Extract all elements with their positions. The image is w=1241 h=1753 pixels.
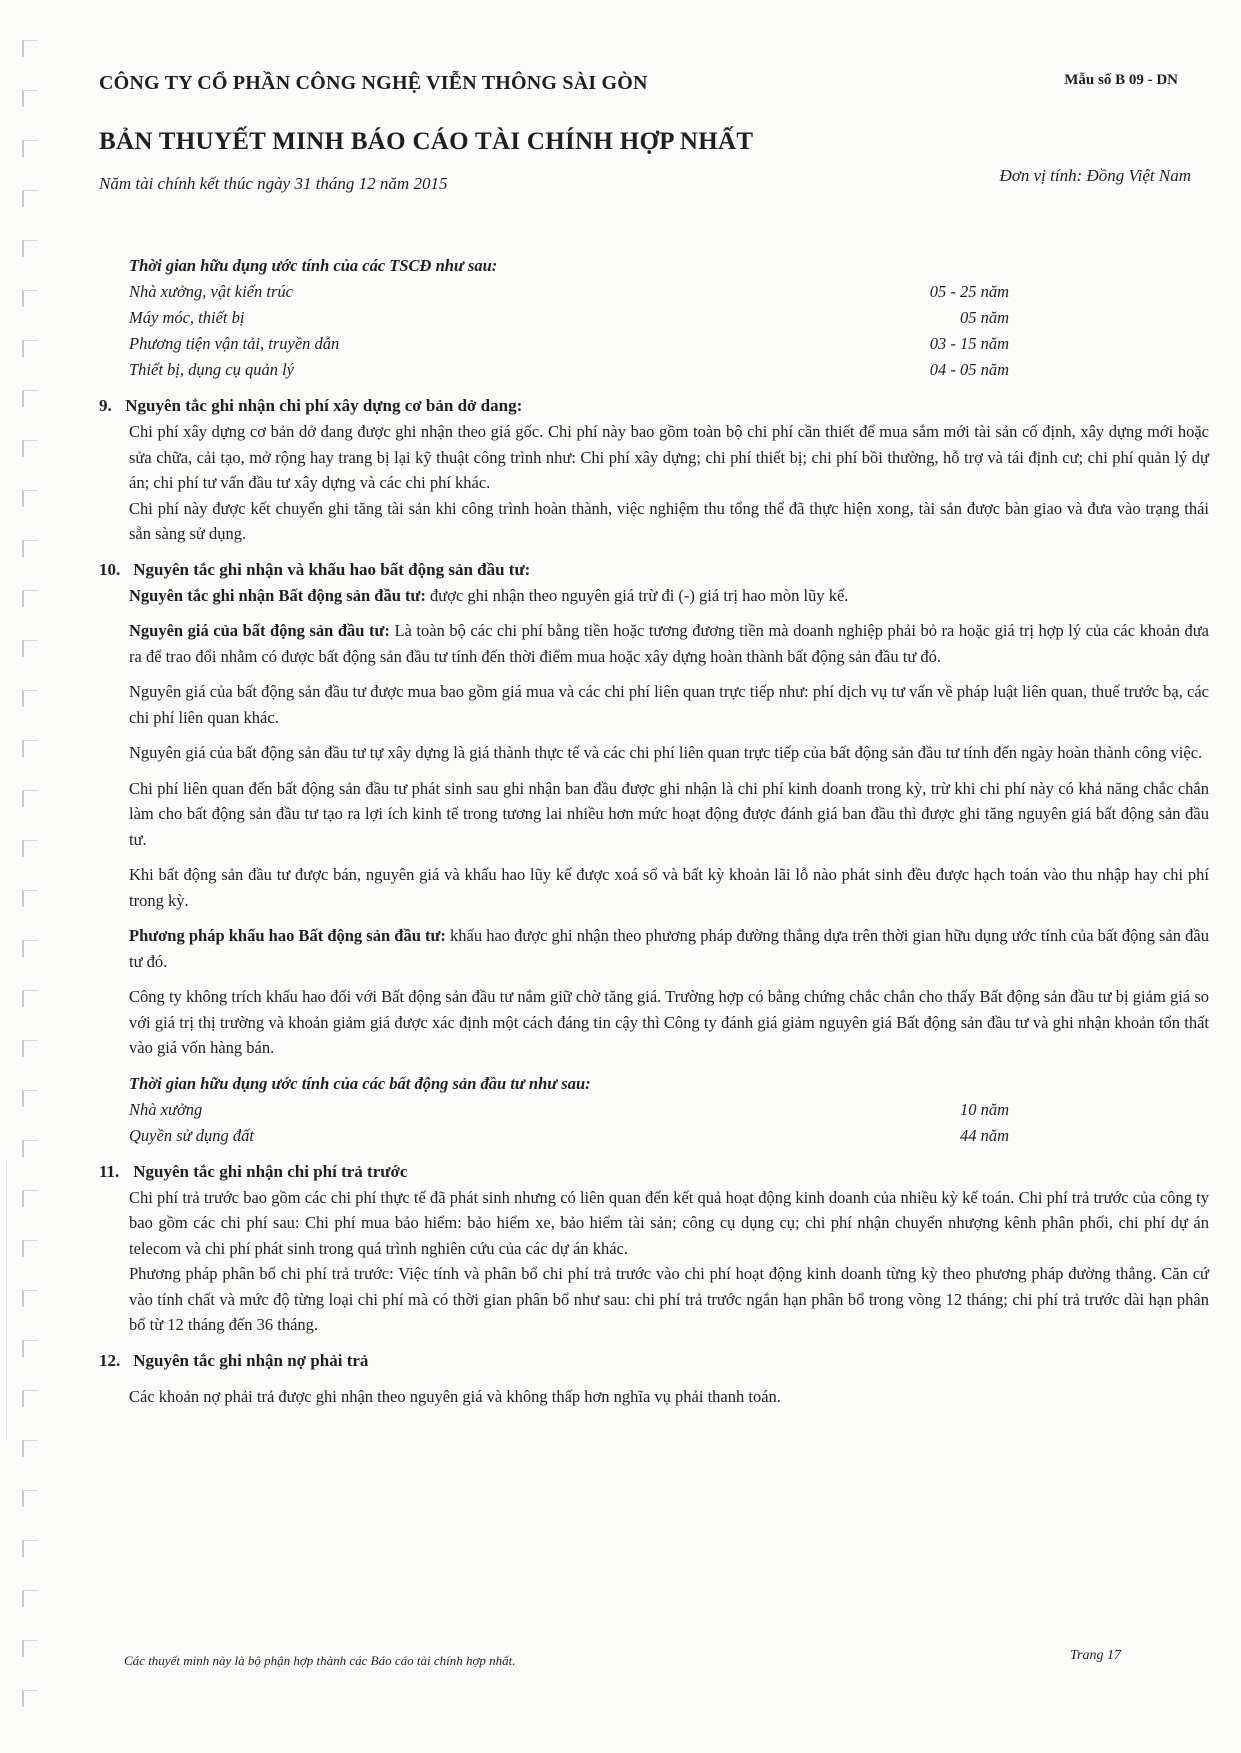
section-number: 11. <box>99 1161 120 1181</box>
paragraph: Chi phí trả trước bao gồm các chi phí thực tế đã phát sinh nhưng có liên quan đến kết quả hoạt động kinh doanh của nhiều kỳ kế toán. Chi phí trả trước của công ty bao gồm các chi phí sau: Chi phí mua bảo hiểm: bảo hiểm xe, bảo hiểm tài sản; công cụ dụng cụ; chi phí nhận chuyển nhượng kênh phân phối, chi phí dự án telecom và chi phí phát sinh trong quá trình nghiên cứu của các dự án khác. <box>129 1187 1209 1258</box>
life-value: 10 năm <box>959 1099 1009 1119</box>
binding-holes <box>22 40 46 1720</box>
life-label: Phương tiện vận tải, truyền dẫn <box>129 334 340 353</box>
paragraph <box>129 923 1209 974</box>
page-number: Trang 17 <box>1070 1648 1121 1663</box>
life-row <box>129 279 1009 305</box>
paragraph-lead: Nguyên giá của bất động sản đầu tư: <box>129 621 390 640</box>
life-row <box>129 305 1009 331</box>
paragraph-text: Là toàn bộ các chi phí bằng tiền hoặc tương đương tiền mà doanh nghiệp phải bỏ ra hoặc giá trị hợp lý của các khoản đưa ra để trao đổi nhằm có được bất động sản đầu tư tính đến thời điểm mua hoặc xây dựng hoàn thành bất động sản đầu tư đó. <box>129 621 1210 666</box>
life-label: Thiết bị, dụng cụ quản lý <box>129 360 294 379</box>
life-row <box>129 1097 1009 1123</box>
section-10-heading <box>99 557 1209 583</box>
life-row <box>129 1123 1009 1149</box>
document-body <box>99 253 1209 1409</box>
investment-property-life-title: Thời gian hữu dụng ước tính của các bất động sản đầu tư như sau: <box>129 1073 591 1093</box>
paragraph: Khi bất động sản đầu tư được bán, nguyên giá và khấu hao lũy kế được xoá sổ và bất kỳ khoản lãi lỗ nào phát sinh đều được hạch toán vào thu nhập hay chi phí trong kỳ. <box>129 865 1209 910</box>
section-title: Nguyên tắc ghi nhận và khấu hao bất động sản đầu tư: <box>133 559 531 579</box>
currency-unit: Đơn vị tính: Đồng Việt Nam <box>999 166 1191 185</box>
paragraph <box>129 583 1209 609</box>
paragraph: Chi phí xây dựng cơ bản dở dang được ghi nhận theo giá gốc. Chi phí này bao gồm toàn bộ chi phí cần thiết để mua sắm mới tài sản cố định, xây dựng mới hoặc sửa chữa, cải tạo, mở rộng hay trang bị lại kỹ thuật công trình như: Chi phí xây dựng; chi phí thiết bị; chi phí bồi thường, hỗ trợ và tái định cư; chi phí quản lý dự án; chi phí tư vấn đầu tư xây dựng và các chi phí khác. <box>129 422 1209 492</box>
section-12-heading <box>99 1348 1209 1374</box>
paragraph-lead: Phương pháp khấu hao Bất động sản đầu tư: <box>129 926 446 945</box>
section-number: 10. <box>99 559 121 579</box>
paragraph <box>129 618 1209 669</box>
paragraph-text: được ghi nhận theo nguyên giá trừ đi (-) giá trị hao mòn lũy kế. <box>425 585 849 605</box>
life-label: Nhà xưởng, vật kiến trúc <box>129 282 293 301</box>
section-title: Nguyên tắc ghi nhận nợ phải trả <box>133 1350 369 1370</box>
life-value: 05 năm <box>959 308 1009 327</box>
section-title: Nguyên tắc ghi nhận chi phí xây dựng cơ bản dở dang: <box>125 396 523 415</box>
section-11-heading <box>99 1159 1209 1185</box>
paragraph: Nguyên giá của bất động sản đầu tư được mua bao gồm giá mua và các chi phí liên quan trực tiếp như: phí dịch vụ tư vấn về pháp luật liên quan, thuế trước bạ, các chi phí liên quan khác. <box>129 682 1209 727</box>
footer-note: Các thuyết minh này là bộ phận hợp thành các Báo cáo tài chính hợp nhất. <box>124 1653 516 1668</box>
life-value: 03 - 15 năm <box>929 334 1009 353</box>
section-9-heading <box>99 393 1209 419</box>
paragraph: Chi phí này được kết chuyển ghi tăng tài sản khi công trình hoàn thành, việc nghiệm thu tổng thể đã thực hiện xong, tài sản được bàn giao và đưa vào trạng thái sẵn sàng sử dụng. <box>129 498 1209 543</box>
life-value: 04 - 05 năm <box>929 360 1009 379</box>
form-number: Mẫu số B 09 - DN <box>1064 72 1178 88</box>
paragraph: Chi phí liên quan đến bất động sản đầu tư phát sinh sau ghi nhận ban đầu được ghi nhận là chi phí kinh doanh trong kỳ, trừ khi chi phí này có khả năng chắc chắn làm cho bất động sản đầu tư tạo ra lợi ích kinh tế trong tương lai nhiều hơn mức hoạt động được đánh giá ban đầu thì được ghi tăng nguyên giá bất động sản đầu tư. <box>129 778 1209 849</box>
fixed-assets-life-title: Thời gian hữu dụng ước tính của các TSCĐ như sau: <box>129 256 498 275</box>
life-label: Máy móc, thiết bị <box>129 308 245 327</box>
life-value: 44 năm <box>959 1125 1009 1145</box>
paragraph: Nguyên giá của bất động sản đầu tư tự xây dựng là giá thành thực tế và các chi phí liên quan trực tiếp của bất động sản đầu tư tính đến ngày hoàn thành công việc. <box>129 743 1203 762</box>
document-title: BẢN THUYẾT MINH BÁO CÁO TÀI CHÍNH HỢP NHẤT <box>99 128 754 155</box>
life-label: Nhà xưởng <box>129 1099 203 1119</box>
paragraph-lead: Nguyên tắc ghi nhận Bất động sản đầu tư: <box>129 585 426 605</box>
section-number: 12. <box>99 1350 121 1370</box>
company-name: CÔNG TY CỔ PHẦN CÔNG NGHỆ VIỄN THÔNG SÀI GÒN <box>99 72 648 94</box>
paragraph: Phương pháp phân bổ chi phí trả trước: Việc tính và phân bổ chi phí trả trước vào chi phí hoạt động kinh doanh từng kỳ theo phương pháp đường thẳng. Căn cứ vào tính chất và mức độ từng loại chi phí mà có thời gian phân bổ như sau: chi phí trả trước ngắn hạn phân bổ trong vòng 12 tháng; chi phí trả trước dài hạn phân bổ từ 12 tháng đến 36 tháng. <box>129 1264 1209 1334</box>
paragraph: Các khoản nợ phải trả được ghi nhận theo nguyên giá và không thấp hơn nghĩa vụ phải thanh toán. <box>129 1386 781 1406</box>
section-title: Nguyên tắc ghi nhận chi phí trả trước <box>133 1161 408 1181</box>
life-value: 05 - 25 năm <box>929 282 1009 301</box>
section-number: 9. <box>99 396 112 415</box>
margin-line <box>6 1160 7 1440</box>
life-row <box>129 357 1009 383</box>
paragraph-text: khấu hao được ghi nhận theo phương pháp đường thẳng dựa trên thời gian hữu dụng ước tính của bất động sản đầu tư đó. <box>129 926 1209 971</box>
paragraph: Công ty không trích khấu hao đối với Bất động sản đầu tư nắm giữ chờ tăng giá. Trường hợp có bằng chứng chắc chắn cho thấy Bất động sản đầu tư bị giảm giá so với giá trị thị trường và khoản giảm giá được xác định một cách đáng tin cậy thì Công ty đánh giá giảm nguyên giá Bất động sản đầu tư và ghi nhận khoản tổn thất vào giá vốn hàng bán. <box>129 987 1209 1057</box>
life-label: Quyền sử dụng đất <box>129 1125 254 1145</box>
fiscal-year-line: Năm tài chính kết thúc ngày 31 tháng 12 năm 2015 <box>99 174 448 193</box>
life-row <box>129 331 1009 357</box>
